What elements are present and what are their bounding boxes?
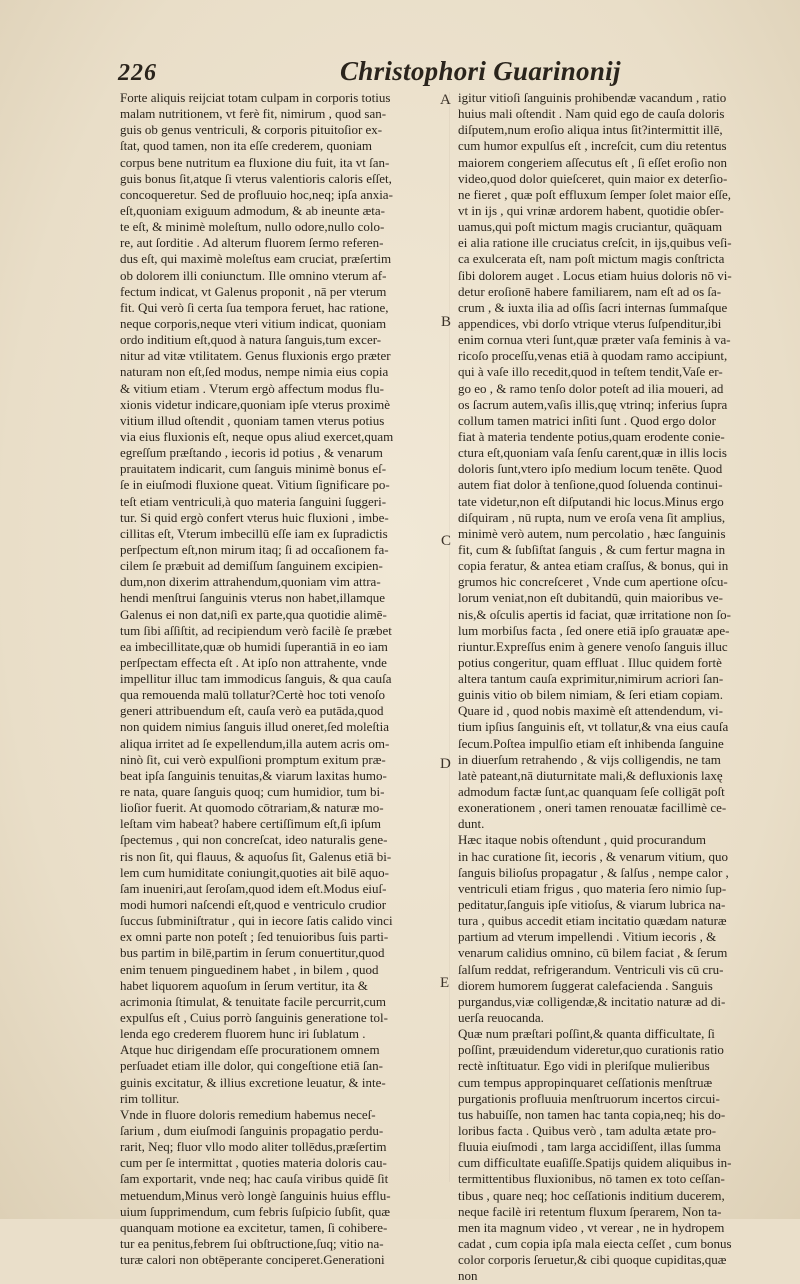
text-line: nis,& oſculis apertis id faciat, quæ irritatione non ſo-	[458, 606, 731, 622]
text-line: Hæc itaque nobis oſtendunt , quid procurandum	[458, 832, 707, 848]
text-line: rectè inſtituatur. Ego vidi in pleriſque mulieribus	[458, 1058, 710, 1074]
text-line: tur. Si quid ergò confert vterus huic fluxioni , imbe-	[120, 509, 389, 525]
text-line: diſquiram , nū rupta, num ve eroſa vena ſit amplius,	[458, 509, 726, 525]
text-line: & vitium etiam . Vterum ergò affectum modus flu-	[120, 380, 384, 396]
text-line: in hac curatione ſit, iecoris , & venarum vitium, quo	[458, 848, 729, 864]
text-line: latè pateant,nā diuturnitate mali,& defluxionis laxę	[458, 767, 723, 783]
text-line: crum , & iuxta ilia ad oſſis ſacri internas ſummaſque	[458, 299, 728, 315]
text-line: diorem humorem ſuggerat calefacienda . Sanguis	[458, 977, 713, 993]
text-line: os ſacrum autem,vaſis illis,quę vtrinq; inferius ſupra	[458, 396, 728, 412]
text-line: partium ad vterum impellendi . Vitium iecoris , &	[458, 929, 717, 945]
text-line: guis bonus ſit,atque ſi vterus valentioris caloris eſſet,	[120, 170, 392, 186]
text-line: uium ſupprimendum, cum febris ſuſpicio ſubſit, quæ	[120, 1203, 391, 1219]
text-line: perſuadet etiam ille dolor, qui congeſtione etiā ſan-	[120, 1058, 383, 1074]
text-line: prauitatem indicarit, cum ſanguis minimè bonus eſ-	[120, 461, 387, 477]
text-line: Vnde in fluore doloris remedium habemus neceſ-	[120, 1106, 376, 1122]
text-line: dunt.	[458, 816, 485, 832]
left-text-column	[120, 90, 438, 1268]
text-line: Forte aliquis reijciat totam culpam in corporis totius	[120, 90, 391, 105]
text-line: ſuccus ſubminiſtratur , qui in iecore ſatis calido vinci	[120, 913, 393, 929]
text-line: ne fieret , quæ poſt effluxum ſemper ſolet maior eſſe,	[458, 186, 732, 202]
margin-marker-b: B	[441, 314, 452, 330]
text-line: guis ob genus ventriculi, & corporis pituitoſior ex-	[120, 122, 383, 138]
page-number: 226	[118, 60, 157, 86]
text-line: men ita magnum video , vt verear , ne in hydropem	[458, 1219, 725, 1235]
text-line: beat ipſa ſanguinis tenuitas,& viarum laxitas humo-	[120, 767, 387, 783]
text-line: hendi menſtrui ſanguinis vterus non habet,illamque	[120, 590, 386, 606]
text-line: dus eſt, qui maximè moleſtus eam cruciat, præſertim	[120, 251, 392, 267]
text-line: ſanguis bilioſus propagatur , & ſalſus , nempe calor ,	[458, 864, 729, 880]
text-line: altera tantum cauſa exprimitur,nimirum acriori ſan-	[458, 671, 724, 687]
text-line: purgandus,viæ colligendæ,& incitatio naturæ ad di-	[458, 993, 726, 1009]
text-line: vt in ijs , qui vrinæ ardorem habent, quotidie obſer-	[458, 202, 724, 218]
margin-marker-a: A	[440, 92, 451, 108]
text-line: diſputem,num eroſio aliqua intus ſit?intermittit illē,	[458, 122, 723, 138]
text-line: re, aut ſorditie . Ad alterum fluorem ſermo referen-	[120, 235, 384, 251]
text-line: ſtat, quod tamen, non ita eſſe crederem, quoniam	[120, 138, 372, 154]
text-line: igitur vitioſi ſanguinis prohibendæ vacandum , ratio	[458, 90, 727, 105]
text-line: dum,non dixerim attrahendum,quoniam vim attra-	[120, 574, 381, 590]
text-line: tate videtur,non eſt diſputandi hic locus.Minus ergo	[458, 493, 724, 509]
text-line: lioſior fuerit. At quomodo cōtrariam,& naturæ mo-	[120, 800, 384, 816]
text-line: nitur ad vitæ vtilitatem. Genus fluxionis ergo præter	[120, 348, 391, 364]
text-line: loribus facta . Quibus verò , tam adulta ætate pro-	[458, 1123, 717, 1138]
text-line: admodum factæ ſunt,ac quanquam ſeſe colligāt poſt	[458, 784, 725, 800]
text-line: riuntur.Expreſſus enim à genere venoſo ſanguis illuc	[458, 638, 728, 654]
text-line: tum ſibi aſſiſtit, ad recipiendum verò facilè ſe præbet	[120, 622, 392, 638]
text-line: guinis excitatur, & illius excretione leuatur, & inte-	[120, 1074, 386, 1090]
text-line: Quare id , quod nobis maximè eſt attendendum, vi-	[458, 703, 723, 719]
text-line: ſpectemus , qui non concreſcat, ideo naturalis gene-	[120, 832, 388, 848]
text-line: cum tempus appropinquaret ceſſationis menſtruæ	[458, 1074, 713, 1090]
text-line: perſpectum eſt,non mirum itaq; ſi ad occaſionem fa-	[120, 541, 389, 557]
text-line: impellitur illuc tam immodicus ſanguis, & qua cauſa	[120, 671, 392, 687]
text-line: grumos hic concreſceret , Vnde cum apertione oſcu-	[458, 574, 728, 590]
text-line: modi humori naſcendi eſt,quod e ventriculo crudior	[120, 897, 387, 913]
text-line: enim cornua vteri ſunt,quæ præter vaſa feminis à va-	[458, 332, 731, 348]
text-line: egreſſum præſtando , iecoris id potius , & venarum	[120, 445, 383, 461]
text-line: exonerationem , oneri tamen renouatæ facillimè ce-	[458, 800, 727, 816]
text-line: rim tollitur.	[120, 1090, 180, 1106]
text-line: fit. Qui verò ſi certa ſua tempora feruet, hac ratione,	[120, 299, 389, 315]
text-line: acrimonia ſtimulat, & tenuitate facile percurrit,cum	[120, 993, 387, 1009]
text-line: perſpectam effecta eſt . At ipſo non attrahente, vnde	[120, 654, 387, 670]
text-line: ſam inueniri,aut ſeroſam,quod idem eſt.Modus eiuſ-	[120, 880, 387, 896]
text-line: fiat à materia tendente potius,quam erodente conie-	[458, 428, 725, 444]
text-line: video,quod dolor quieſceret, quin maior ex deterſio-	[458, 170, 728, 186]
text-line: ſibi dolorem auget . Locus etiam huius doloris nō vi-	[458, 267, 732, 283]
running-head: Christophori Guarinonij	[340, 56, 621, 86]
column-gutter	[449, 92, 450, 1182]
text-line: cillitas eſt, Vterum imbecillū eſſe iam ex ſupradictis	[120, 525, 388, 541]
text-line: non quidem nimius ſanguis illud oneret,ſed moleſtia	[120, 719, 389, 735]
text-line: naturam non eſt,ſed modus, nempe nimia eius copia	[120, 364, 389, 380]
text-line: collum tamen matrici inſiti ſunt . Quod ergo dolor	[458, 412, 716, 428]
text-line: minimè verò autem, num percolatio , hæc ſanguinis	[458, 525, 726, 541]
text-line: qua remouenda malū tollatur?Certè hoc toti venoſo	[120, 687, 385, 703]
text-line: concoqueretur. Sed de profluuio hoc,neq; ipſa anxia-	[120, 186, 393, 202]
text-line: aliqua irritet ad ſe expellendum,illa autem acris om-	[120, 735, 390, 751]
text-line: ca exulcerata eſt, nam poſt mictum magis conſtricta	[458, 251, 725, 267]
text-line: teſt etiam ventriculi,à quo materia ſanguini ſuggeri-	[120, 493, 387, 509]
text-line: detur eroſionē habere familiarem, nam eſt ad os ſa-	[458, 283, 722, 299]
margin-marker-d: D	[440, 756, 451, 772]
text-line: tura , quibus accedit etiam incitatio quædam naturæ	[458, 913, 727, 929]
text-line: re nata, quare ſanguis quoq; cum humidior, tum bi-	[120, 784, 385, 800]
text-line: fluuia eiuſmodi , tam larga accidiſſent, illas ſumma	[458, 1139, 721, 1155]
text-line: eſt,quoniam exiguum admodum, & ab ineunte æta-	[120, 202, 386, 218]
text-line: ſarium , dum eiuſmodi ſanguinis propagatio perdu-	[120, 1123, 384, 1138]
text-line: quanquam motione ea excitetur, tamen, ſi cohibere-	[120, 1219, 388, 1235]
text-line: maiorem congeriem aſſecutus eſt , ſi eſſet eroſio non	[458, 154, 727, 170]
text-line: ea imbecillitate,quæ ob humidi ſuperantiā in eo iam	[120, 638, 388, 654]
text-line: poſſint, præuidendum videretur,quo curationis ratio	[458, 1042, 724, 1058]
text-line: termittentibus fluxionibus, nō tamen ex toto ceſſan-	[458, 1171, 725, 1187]
text-line: doloris ſunt,vtero ipſo medium locum tenēte. Quod	[458, 461, 723, 477]
text-line: lenda ego crederem fluorem hunc iri ſublatum .	[120, 1026, 366, 1042]
text-line: cum per ſe intermittat , quoties materia doloris cau-	[120, 1155, 387, 1171]
text-line: corpus bene nutritum ea fluxione diu fuit, ita vt ſan-	[120, 154, 390, 170]
text-line: ſalſum reddat, refrigerandum. Ventriculi vis cū cru-	[458, 961, 724, 977]
text-line: rarit, Neq; fluor vllo modo aliter tollēdus,præſertim	[120, 1139, 387, 1155]
text-line: malam nutritionem, vt ferè fit, nimirum , quod san-	[120, 106, 387, 122]
text-line: ventriculi etiam frigus , quo materia ſero nimio ſup-	[458, 880, 727, 896]
text-line: in diuerſum retrahendo , & vijs colligendis, ne tam	[458, 751, 721, 767]
text-line: ricoſo proceſſu,venas etiā à quodam ramo accipiunt,	[458, 348, 728, 364]
text-line: appendices, vbi dorſo vtrique vterus ſuſpenditur,ibi	[458, 315, 722, 331]
text-line: fit, cum & ſubſiſtat ſanguis , & cum fertur magna in	[458, 541, 726, 557]
text-line: ob dolorem illi coniunctum. Ille omnino vterum af-	[120, 267, 387, 283]
text-line: turæ calori non obtēperante conciperet.Generationi	[120, 1252, 385, 1268]
text-line: uerſa reuocanda.	[458, 1010, 544, 1026]
margin-marker-e: E	[440, 975, 450, 991]
text-line: bus partim in bilē,partim in ſerum conuertitur,quod	[120, 945, 385, 961]
text-line: tur ea penitus,febrem ſui obſtructione,ſuq; vitio na-	[120, 1235, 384, 1251]
text-line: qui à vaſe illo recedit,quod in teſtem tendit,Vaſe er-	[458, 364, 723, 380]
text-line: ex omni parte non poteſt ; ſed tenuioribus ſuis parti-	[120, 929, 389, 945]
text-line: neque facilè iri retentum fluxum ſperarem, Non ta-	[458, 1203, 722, 1219]
text-line: potius congeritur, quam effluat . Illuc quidem fortè	[458, 654, 722, 670]
text-line: cadat , cum copia ipſa mala eiecta ceſſet , cum bonus	[458, 1235, 732, 1251]
text-line: Atque huc dirigendam eſſe procurationem omnem	[120, 1042, 380, 1058]
text-line: ris non ſit, qui flauus, & aquoſus ſit, Galenus etiā bi-	[120, 848, 392, 864]
text-line: lem cum humiditate coniungit,quoties ait bilē aquo-	[120, 864, 389, 880]
text-line: lum morbiſus facta , ſed onere etiā ipſo grauatæ ape-	[458, 622, 730, 638]
text-line: cum difficultate euaſiſſe.Spatijs quidem aliquibus in-	[458, 1155, 732, 1171]
text-line: xionis videtur indicare,quoniam ipſe vterus proximè	[120, 396, 391, 412]
text-line: tibus , quare neq; hoc ceſſationis inditium ducerem,	[458, 1187, 725, 1203]
text-line: ſam exportarit, vnde neq; hac cauſa viribus quidē ſit	[120, 1171, 389, 1187]
right-text-column	[458, 90, 780, 1284]
text-line: ctura eſt,quoniam vaſa ſenſu carent,quæ in illis locis	[458, 445, 727, 461]
text-line: habet liquorem aquoſum in ſerum vertitur, ita &	[120, 977, 368, 993]
text-line: peditatur,ſanguis ipſe vitioſus, & viarum lubrica na-	[458, 897, 726, 913]
text-line: generi attribuendum eſt, cauſa verò ea putāda,quod	[120, 703, 384, 719]
text-line: expulſus eſt , Cuius porrò ſanguinis generatione tol-	[120, 1010, 388, 1026]
text-line: via eius fluxionis eſt, neque opus aliud exercet,quam	[120, 428, 394, 444]
text-line: leſtam vim habeat? habere certiſſimum eſt,ſi ipſum	[120, 816, 381, 832]
text-line: lorum veniat,non eſt dubitandū, quin maioribus ve-	[458, 590, 724, 606]
text-line: metuendum,Minus verò longè ſanguinis huius efflu-	[120, 1187, 391, 1203]
text-line: ei alia ratione ille cruciatus creſcit, in ijs,quibus veſi-	[458, 235, 732, 251]
text-line: purgationis profluuia menſtruorum incertos circui-	[458, 1090, 720, 1106]
margin-marker-c: C	[441, 533, 452, 549]
text-line: tus habuiſſe, non tamen hac tanta copia,neq; his do-	[458, 1106, 726, 1122]
text-line: venarum calidius omnino, cū bilem faciat , & ſerum	[458, 945, 728, 961]
text-line: color corporis ſeruetur,& cibi quoque cupiditas,quæ	[458, 1252, 727, 1268]
text-line: ſe in eiuſmodi fluxione queat. Vitium ſignificare po-	[120, 477, 390, 493]
text-line: ninò ſit, cui verò expulſioni promptum exitum præ-	[120, 751, 386, 767]
text-line: cum humor expulſus eſt , increſcit, cum diu retentus	[458, 138, 727, 154]
text-line: guinis vitio ob bilem nimiam, & ſeri etiam copiam.	[458, 687, 724, 703]
text-line: non	[458, 1268, 478, 1284]
text-line: enim tenuem pinguedinem habet , in bilem , quod	[120, 961, 379, 977]
text-line: Galenus ei non dat,niſi ex parte,qua quotidie alimē-	[120, 606, 387, 622]
text-line: neque corporis,neque vteri vitium indicat, quoniam	[120, 315, 387, 331]
text-line: huius mali oſtendit . Nam quid ego de cauſa doloris	[458, 106, 725, 122]
text-line: tium ipſius ſanguinis eſt, vt tollatur,& vna eius cauſa	[458, 719, 729, 735]
text-line: Quæ num præſtari poſſint,& quanta difficultate, ſi	[458, 1026, 715, 1042]
text-line: go eo , & ramo tenſo dolor poteſt ad ilia moueri, ad	[458, 380, 724, 396]
text-line: vitium illud oſtendit , quoniam tamen vterus potius	[120, 412, 385, 428]
text-line: ſecum.Poſtea impulſio etiam eſt inhibenda ſanguine	[458, 735, 724, 751]
text-line: autem fiat dolor à tenſione,quod ſoluenda continui-	[458, 477, 723, 493]
text-line: te eſt, & minimè moleſtum, nullo odore,nullo colo-	[120, 219, 385, 235]
text-line: copia feratur, & antea etiam craſſus, & bonus, qui in	[458, 558, 729, 574]
text-line: ordo inditium eſt,quod à natura ſanguis,tum excer-	[120, 332, 382, 348]
text-line: cilem ſe præbuit ad demiſſum ſanguinem excipien-	[120, 558, 383, 574]
text-line: uamus,qui poſt mictum magis cruciantur, quāquam	[458, 219, 723, 235]
text-line: fectum indicat, vt Galenus proponit , nā per vterum	[120, 283, 387, 299]
